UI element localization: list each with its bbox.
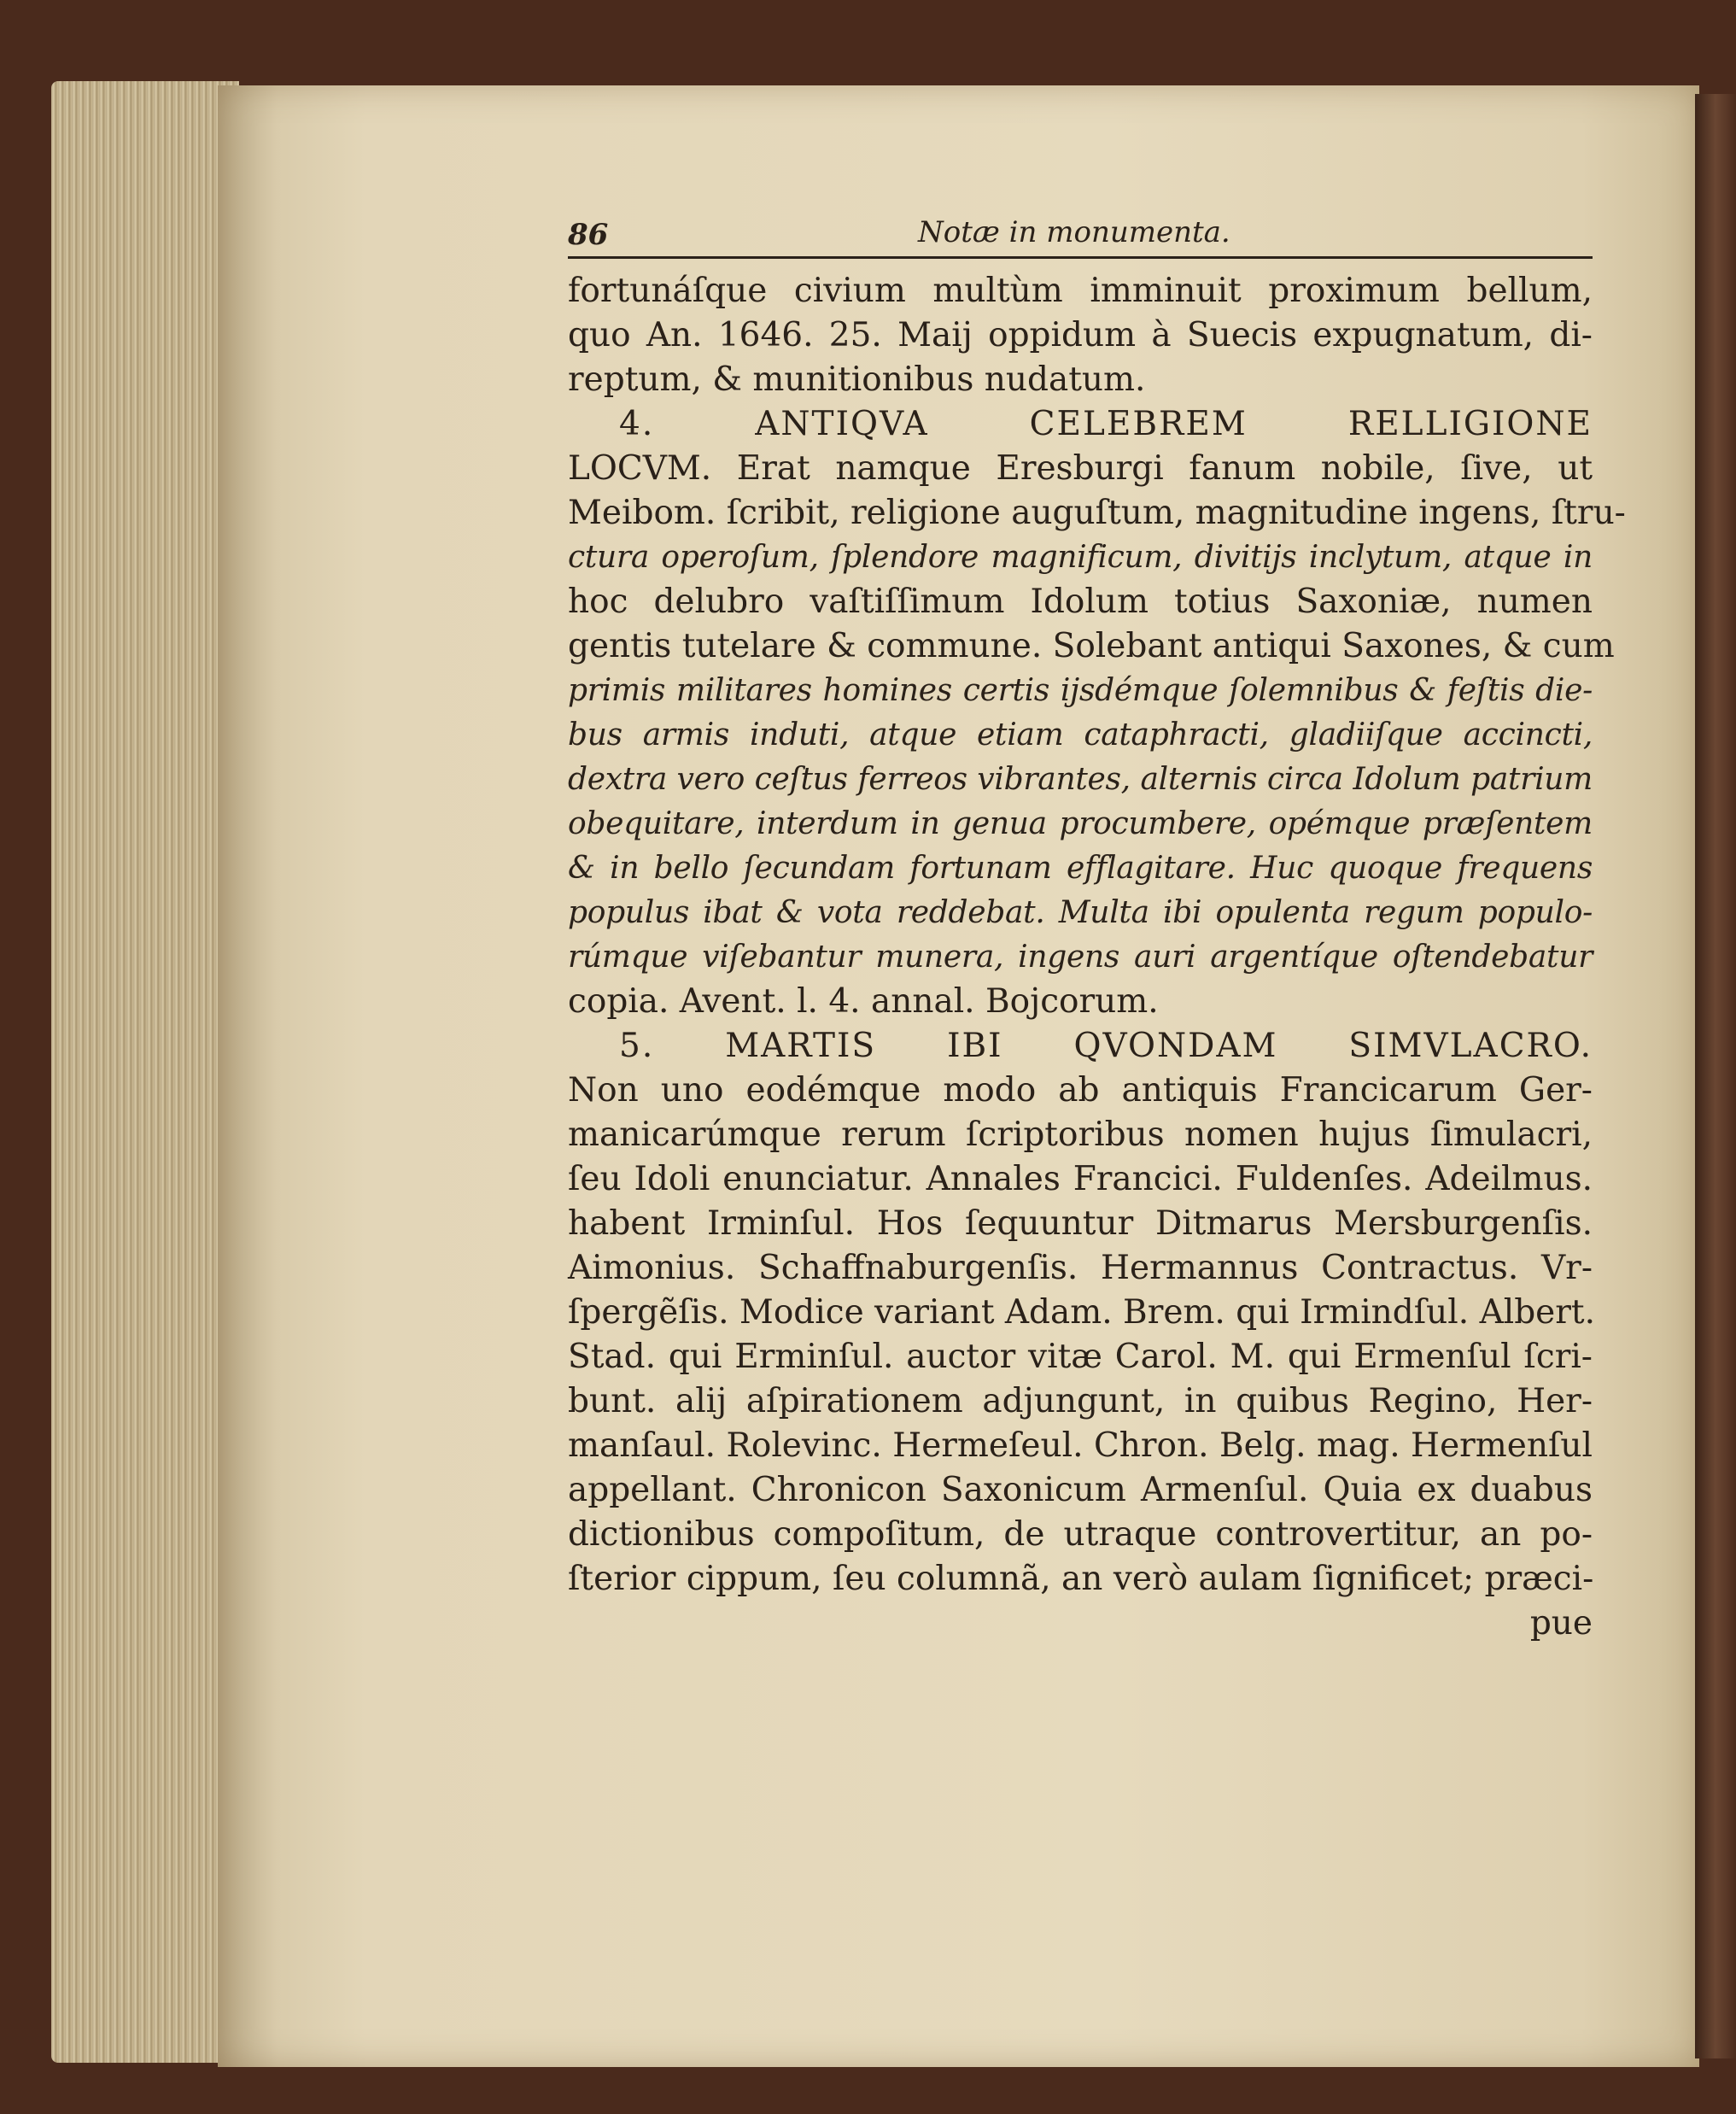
text-line: hoc delubro vaſtiſſimum Idolum totius Saxoniæ, numen [568, 583, 1593, 621]
text-line: Non uno eodémque modo ab antiquis Francicarum Ger- [568, 1071, 1593, 1110]
text-line: dextra vero ceſtus ferreos vibrantes, alternis circa Idolum patrium [568, 762, 1593, 797]
text-line: copia. Avent. l. 4. annal. Bojcorum. [568, 982, 1159, 1021]
text-line: manicarúmque rerum ſcriptoribus nomen hujus ſimulacri, [568, 1116, 1593, 1154]
text-line: quo An. 1646. 25. Maij oppidum à Suecis expugnatum, di- [568, 316, 1593, 354]
catchword: pue [1529, 1604, 1593, 1643]
text-line: reptum, & munitionibus nudatum. [568, 360, 1146, 399]
text-line: fortunáſque civium multùm imminuit proximum bellum, [568, 272, 1593, 310]
text-line: Stad. qui Erminſul. auctor vitæ Carol. M. qui Ermenſul ſcri- [568, 1338, 1593, 1376]
text-line: dictionibus compoſitum, de utraque controvertitur, an po- [568, 1515, 1593, 1554]
text-line: gentis tutelare & commune. Solebant antiqui Saxones, & cum [568, 627, 1615, 665]
text-line: obequitare, interdum in genua procumbere, opémque præſentem [568, 806, 1593, 841]
page-header [568, 214, 1593, 259]
text-line: appellant. Chronicon Saxonicum Armenſul. Quia ex duabus [568, 1471, 1593, 1509]
text-line: Aimonius. Schaffnaburgenſis. Hermannus Contractus. Vr- [568, 1249, 1593, 1287]
text-line: populus ibat & vota reddebat. Multa ibi opulenta regum populo- [568, 895, 1593, 930]
text-line: ſeu Idoli enunciatur. Annales Francici. Fuldenſes. Adeilmus. [568, 1160, 1593, 1198]
page-text-block [568, 214, 1626, 1646]
text-line: & in bello ſecundam fortunam efflagitare. Huc quoque frequens [568, 851, 1593, 886]
facing-page-edge [1695, 94, 1736, 2058]
text-line: ctura operoſum, ſplendore magnificum, divitijs inclytum, atque in [568, 540, 1593, 575]
text-line: ſpergẽſis. Modice variant Adam. Brem. qui Irmindſul. Albert. [568, 1293, 1595, 1332]
section-heading: 4. ANTIQVA CELEBREM RELLIGIONE [619, 405, 1593, 443]
text-line: rúmque viſebantur munera, ingens auri argentíque oſtendebatur [568, 940, 1593, 975]
text-line: primis militares homines certis ijsdémque ſolemnibus & feſtis die- [568, 673, 1593, 708]
text-line: habent Irminſul. Hos ſequuntur Ditmarus Mersburgenſis. [568, 1204, 1593, 1243]
book-page-edges [51, 81, 239, 2063]
text-line: Meibom. ſcribit, religione auguſtum, magnitudine ingens, ſtru- [568, 494, 1626, 532]
text-line: ſterior cippum, ſeu columnã, an verò aulam ſignificet; præci- [568, 1560, 1594, 1598]
text-line: LOCVM. Erat namque Eresburgi fanum nobile, ſive, ut [568, 449, 1593, 488]
section-heading: 5. MARTIS IBI QVONDAM SIMVLACRO. [619, 1027, 1593, 1065]
text-line: bunt. alij aſpirationem adjungunt, in quibus Regino, Her- [568, 1382, 1593, 1420]
text-line: manſaul. Rolevinc. Hermeſeul. Chron. Belg. mag. Hermenſul [568, 1426, 1593, 1465]
running-head: Notæ in monumenta. [918, 215, 1230, 249]
page-number: 86 [568, 218, 609, 252]
text-line: bus armis induti, atque etiam cataphracti, gladiiſque accincti, [568, 717, 1593, 752]
